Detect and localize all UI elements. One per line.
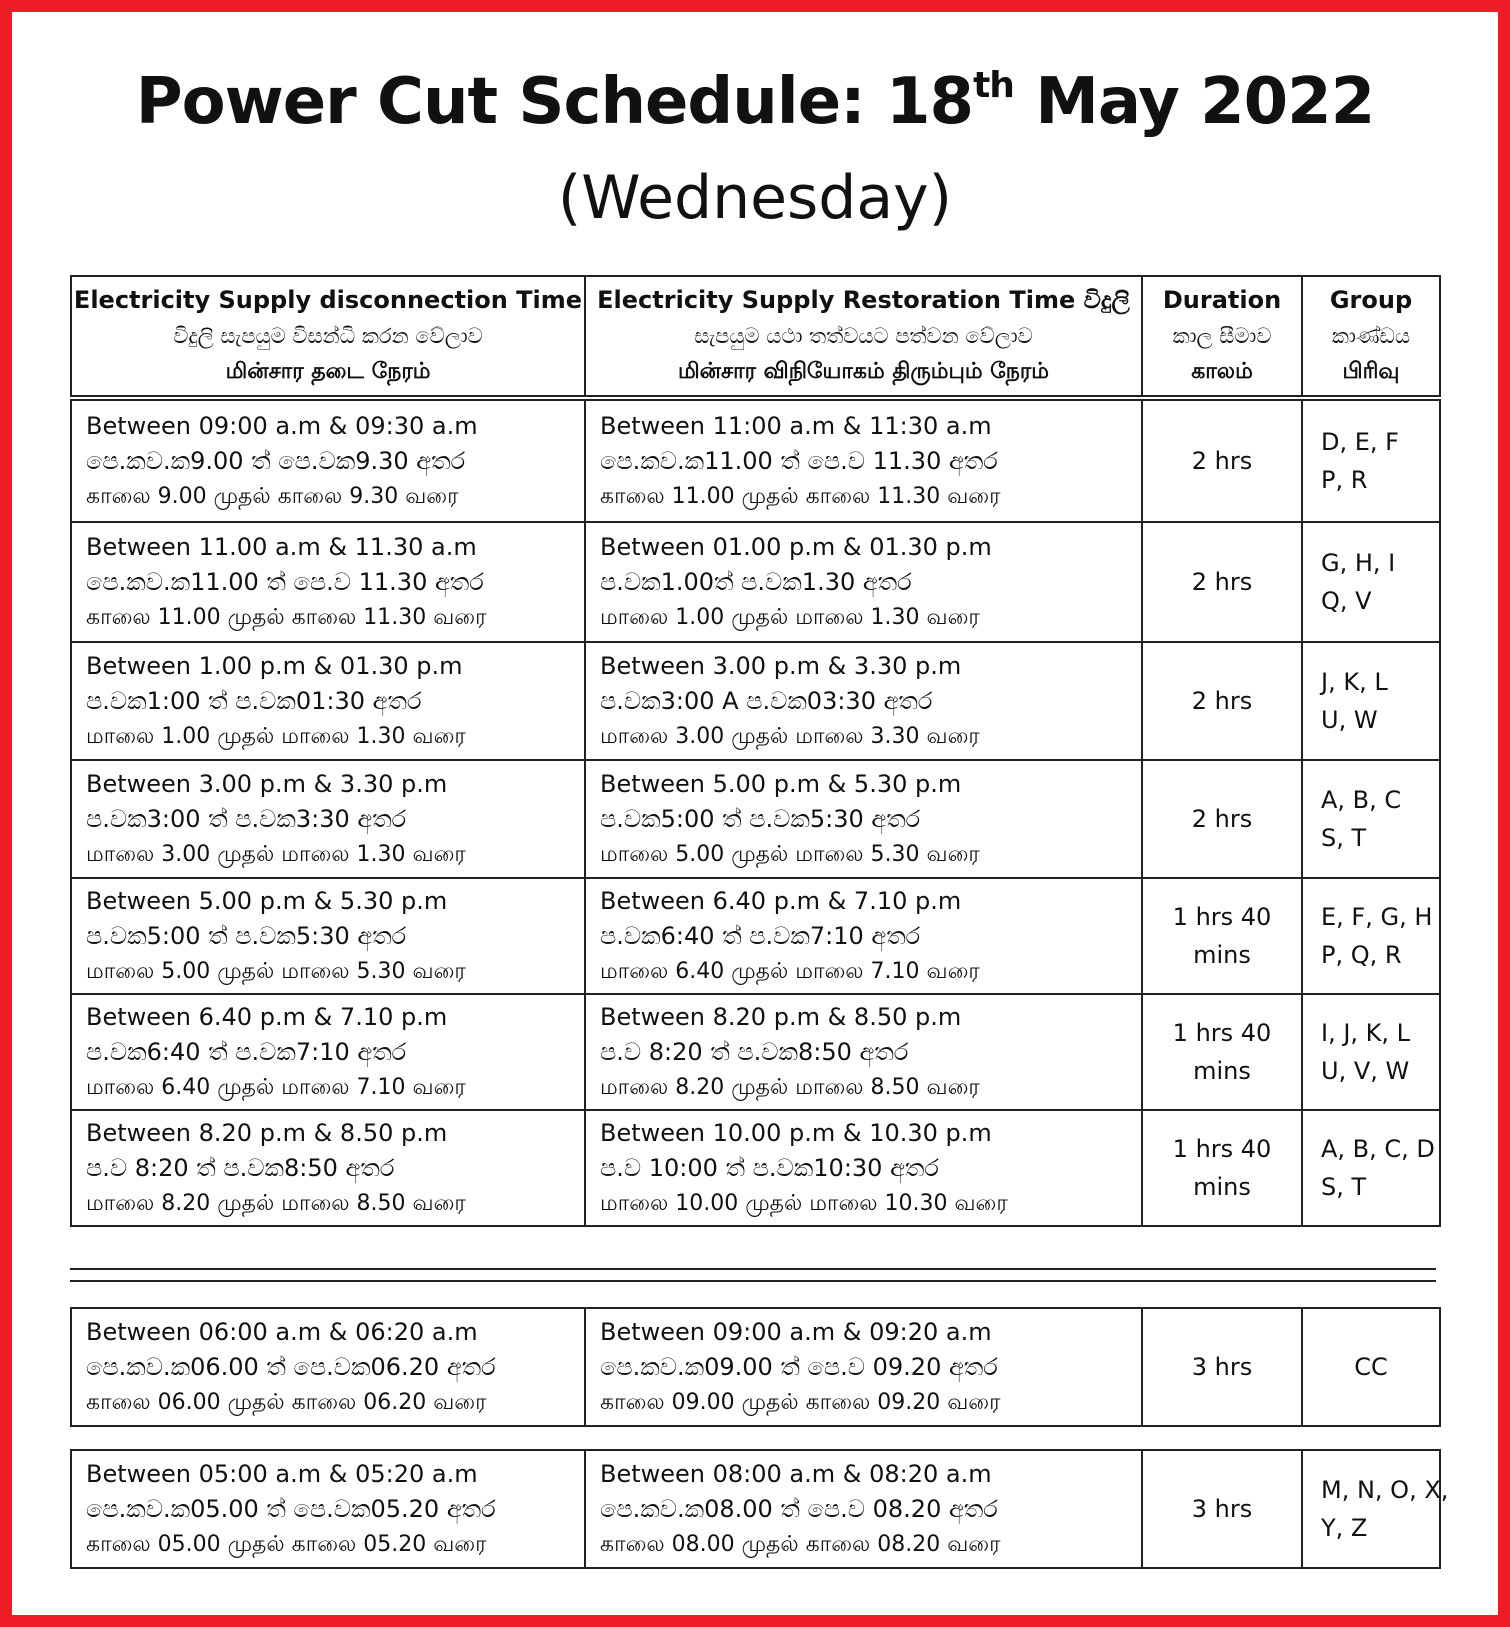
disconnection-time-cell <box>71 522 585 642</box>
duration-cell-line: mins <box>1193 1057 1251 1085</box>
restoration-time-cell-line: Between 10.00 p.m & 10.30 p.m <box>600 1118 992 1147</box>
disconnection-time-cell <box>71 1308 585 1426</box>
group-cell <box>1302 1450 1449 1568</box>
header-restoration-time: Electricity Supply Restoration Time විදුලි සැපයුම යථා තත්වයට පත්වන වේලාව மின்சார விநியோகம் திரும்பும் நேரம் <box>585 276 1142 398</box>
restoration-time-cell <box>585 1110 1142 1226</box>
restoration-time-cell-line: Between 08:00 a.m & 08:20 a.m <box>600 1459 992 1488</box>
disconnection-time-cell-line: ප.වක5:00 ත් ප.වක5:30 අතර <box>86 921 407 950</box>
duration-cell-line: 2 hrs <box>1191 687 1253 715</box>
group-cell-line: I, J, K, L <box>1321 1019 1411 1047</box>
duration-cell <box>1142 398 1302 522</box>
disconnection-time-cell-line: மாலை 3.00 முதல் மாலை 1.30 வரை <box>86 841 466 867</box>
group-cell-line: U, W <box>1321 706 1378 734</box>
restoration-time-cell-line: Between 5.00 p.m & 5.30 p.m <box>600 769 962 798</box>
group-cell <box>1302 760 1440 878</box>
group-cell-line: CC <box>1354 1353 1388 1381</box>
restoration-time-cell-line: Between 11:00 a.m & 11:30 a.m <box>600 411 992 440</box>
header-duration: Duration කාල සීමාව காலம் <box>1142 276 1302 398</box>
duration-cell-line: 2 hrs <box>1191 447 1253 475</box>
duration-cell-line: 1 hrs 40 <box>1172 1135 1272 1163</box>
disconnection-time-cell-line: Between 1.00 p.m & 01.30 p.m <box>86 651 463 680</box>
disconnection-time-cell <box>71 642 585 760</box>
duration-cell-line: mins <box>1193 1173 1251 1201</box>
restoration-time-cell <box>585 878 1142 994</box>
duration-cell <box>1142 522 1302 642</box>
restoration-time-cell-line: පෙ.කව.ක11.00 ත් පෙ.ව 11.30 අතර <box>600 446 998 475</box>
disconnection-time-cell-line: ප.ව 8:20 ත් ප.වක8:50 අතර <box>86 1153 395 1182</box>
disconnection-time-cell-line: Between 09:00 a.m & 09:30 a.m <box>86 411 478 440</box>
table-row <box>71 1450 1440 1568</box>
disconnection-time-cell <box>71 878 585 994</box>
restoration-time-cell-line: Between 01.00 p.m & 01.30 p.m <box>600 532 992 561</box>
section-divider-top <box>70 1268 1436 1270</box>
table-row <box>71 522 1440 642</box>
page-subtitle: (Wednesday) <box>557 163 953 233</box>
title-superscript: th <box>973 65 1014 106</box>
disconnection-time-cell-line: காலை 05.00 முதல் காலை 05.20 வரை <box>86 1531 487 1557</box>
disconnection-time-cell-line: Between 3.00 p.m & 3.30 p.m <box>86 769 448 798</box>
table-row <box>71 642 1440 760</box>
disconnection-time-cell-line: மாலை 8.20 முதல் மாலை 8.50 வரை <box>86 1190 466 1216</box>
disconnection-time-cell-line: மாலை 5.00 முதல் மாலை 5.30 வரை <box>86 958 466 984</box>
duration-cell <box>1142 1110 1302 1226</box>
schedule-table <box>70 275 1441 1227</box>
disconnection-time-cell-line: காலை 11.00 முதல் காலை 11.30 வரை <box>86 604 487 630</box>
disconnection-time-cell <box>71 760 585 878</box>
restoration-time-cell <box>585 1450 1142 1568</box>
group-cell <box>1302 878 1440 994</box>
disconnection-time-cell-line: ප.වක3:00 ත් ප.වක3:30 අතර <box>86 804 407 833</box>
restoration-time-cell-line: පෙ.කව.ක09.00 ත් පෙ.ව 09.20 අතර <box>600 1352 998 1381</box>
group-cell <box>1302 642 1440 760</box>
duration-cell <box>1142 994 1302 1110</box>
page-title: Power Cut Schedule: 18th May 2022 <box>135 65 1375 139</box>
disconnection-time-cell-line: Between 5.00 p.m & 5.30 p.m <box>86 886 448 915</box>
restoration-time-cell <box>585 642 1142 760</box>
table-row <box>71 1110 1440 1226</box>
disconnection-time-cell <box>71 1450 585 1568</box>
group-cell-line: G, H, I <box>1321 549 1396 577</box>
group-cell-line: P, Q, R <box>1321 941 1402 969</box>
restoration-time-cell-line: පෙ.කව.ක08.00 ත් පෙ.ව 08.20 අතර <box>600 1494 998 1523</box>
restoration-time-cell-line: ප.වක6:40 ත් ප.වක7:10 අතර <box>600 921 921 950</box>
disconnection-time-cell-line: පෙ.කව.ක11.00 ත් පෙ.ව 11.30 අතර <box>86 567 484 596</box>
disconnection-time-cell-line: காலை 9.00 முதல் காலை 9.30 வரை <box>86 483 459 509</box>
disconnection-time-cell-line: மாலை 1.00 முதல் மாலை 1.30 வரை <box>86 723 466 749</box>
group-cell <box>1302 522 1440 642</box>
restoration-time-cell-line: மாலை 10.00 முதல் மாலை 10.30 வரை <box>600 1190 1008 1216</box>
disconnection-time-cell-line: Between 06:00 a.m & 06:20 a.m <box>86 1317 478 1346</box>
disconnection-time-cell-line: පෙ.කව.ක06.00 ත් පෙ.වක06.20 අතර <box>86 1352 496 1381</box>
group-cell-line: E, F, G, H <box>1321 903 1433 931</box>
restoration-time-cell-line: மாலை 8.20 முதல் மாலை 8.50 வரை <box>600 1074 980 1100</box>
table-row <box>71 398 1440 522</box>
restoration-time-cell-line: Between 8.20 p.m & 8.50 p.m <box>600 1002 962 1031</box>
restoration-time-cell-line: Between 3.00 p.m & 3.30 p.m <box>600 651 962 680</box>
restoration-time-cell-line: மாலை 3.00 முதல் மாலை 3.30 வரை <box>600 723 980 749</box>
group-cell-line: P, R <box>1321 466 1368 494</box>
disconnection-time-cell-line: காலை 06.00 முதல் காலை 06.20 வரை <box>86 1389 487 1415</box>
group-cell-line: A, B, C, D <box>1321 1135 1435 1163</box>
table-header-row <box>71 276 1440 398</box>
duration-cell-line: 2 hrs <box>1191 805 1253 833</box>
restoration-time-cell-line: காலை 09.00 முதல் காலை 09.20 வரை <box>600 1389 1001 1415</box>
restoration-time-cell-line: ප.වක5:00 ත් ප.වක5:30 අතර <box>600 804 921 833</box>
header-disconnection-time: Electricity Supply disconnection Time විදුලි සැපයුම විසන්ධි කරන වේලාව மின்சார தடை நேரம் <box>71 276 585 398</box>
restoration-time-cell <box>585 1308 1142 1426</box>
disconnection-time-cell <box>71 1110 585 1226</box>
disconnection-time-cell-line: පෙ.කව.ක05.00 ත් පෙ.වක05.20 අතර <box>86 1494 496 1523</box>
group-cell <box>1302 1308 1440 1426</box>
group-cell-line: Y, Z <box>1321 1514 1368 1542</box>
group-cell <box>1302 1110 1440 1226</box>
restoration-time-cell-line: மாலை 6.40 முதல் மாலை 7.10 வரை <box>600 958 980 984</box>
disconnection-time-cell-line: Between 11.00 a.m & 11.30 a.m <box>86 532 477 561</box>
duration-cell-line: 1 hrs 40 <box>1172 1019 1272 1047</box>
group-cell-line: D, E, F <box>1321 428 1399 456</box>
duration-cell <box>1142 1450 1302 1568</box>
disconnection-time-cell-line: Between 8.20 p.m & 8.50 p.m <box>86 1118 448 1147</box>
duration-cell <box>1142 642 1302 760</box>
restoration-time-cell-line: Between 6.40 p.m & 7.10 p.m <box>600 886 962 915</box>
duration-cell-line: 1 hrs 40 <box>1172 903 1272 931</box>
disconnection-time-cell-line: Between 05:00 a.m & 05:20 a.m <box>86 1459 478 1488</box>
restoration-time-cell-line: Between 09:00 a.m & 09:20 a.m <box>600 1317 992 1346</box>
restoration-time-cell-line: காலை 08.00 முதல் காலை 08.20 வரை <box>600 1531 1001 1557</box>
table-row <box>71 760 1440 878</box>
restoration-time-cell-line: ප.ව 8:20 ත් ප.වක8:50 අතර <box>600 1037 909 1066</box>
restoration-time-cell-line: ප.ව 10:00 ත් ප.වක10:30 අතර <box>600 1153 939 1182</box>
restoration-time-cell <box>585 522 1142 642</box>
duration-cell <box>1142 1308 1302 1426</box>
extra-schedule-table-1 <box>70 1307 1441 1427</box>
duration-cell-line: mins <box>1193 941 1251 969</box>
duration-cell <box>1142 760 1302 878</box>
group-cell-line: J, K, L <box>1321 668 1388 696</box>
restoration-time-cell-line: ප.වක1.00ත් ප.වක1.30 අතර <box>600 567 912 596</box>
restoration-time-cell <box>585 398 1142 522</box>
restoration-time-cell-line: ප.වක3:00 A ප.වක03:30 අතර <box>600 686 933 715</box>
duration-cell-line: 3 hrs <box>1191 1495 1253 1523</box>
restoration-time-cell-line: காலை 11.00 முதல் காலை 11.30 வரை <box>600 483 1001 509</box>
group-cell <box>1302 994 1440 1110</box>
disconnection-time-cell-line: மாலை 6.40 முதல் மாலை 7.10 வரை <box>86 1074 466 1100</box>
disconnection-time-cell <box>71 398 585 522</box>
table-row <box>71 994 1440 1110</box>
disconnection-time-cell <box>71 994 585 1110</box>
disconnection-time-cell-line: Between 6.40 p.m & 7.10 p.m <box>86 1002 448 1031</box>
table-row <box>71 878 1440 994</box>
group-cell-line: S, T <box>1321 1173 1367 1201</box>
disconnection-time-cell-line: ප.වක6:40 ත් ප.වක7:10 අතර <box>86 1037 407 1066</box>
group-cell <box>1302 398 1440 522</box>
extra-schedule-table-2 <box>70 1449 1449 1569</box>
disconnection-time-cell-line: ප.වක1:00 ත් ප.වක01:30 අතර <box>86 686 422 715</box>
restoration-time-cell-line: மாலை 1.00 முதல் மாலை 1.30 வரை <box>600 604 980 630</box>
restoration-time-cell <box>585 760 1142 878</box>
section-divider-bottom <box>70 1280 1436 1282</box>
restoration-time-cell <box>585 994 1142 1110</box>
table-row <box>71 1308 1440 1426</box>
restoration-time-cell-line: மாலை 5.00 முதல் மாலை 5.30 வரை <box>600 841 980 867</box>
group-cell-line: U, V, W <box>1321 1057 1410 1085</box>
group-cell-line: Q, V <box>1321 587 1372 615</box>
group-cell-line: A, B, C <box>1321 786 1402 814</box>
group-cell-line: S, T <box>1321 824 1367 852</box>
duration-cell-line: 3 hrs <box>1191 1353 1253 1381</box>
header-group: Group කාණ්ඩය பிரிவு <box>1302 276 1440 398</box>
duration-cell <box>1142 878 1302 994</box>
disconnection-time-cell-line: පෙ.කව.ක9.00 ත් පෙ.වක9.30 අතර <box>86 446 466 475</box>
group-cell-line: M, N, O, X, <box>1321 1476 1449 1504</box>
duration-cell-line: 2 hrs <box>1191 568 1253 596</box>
